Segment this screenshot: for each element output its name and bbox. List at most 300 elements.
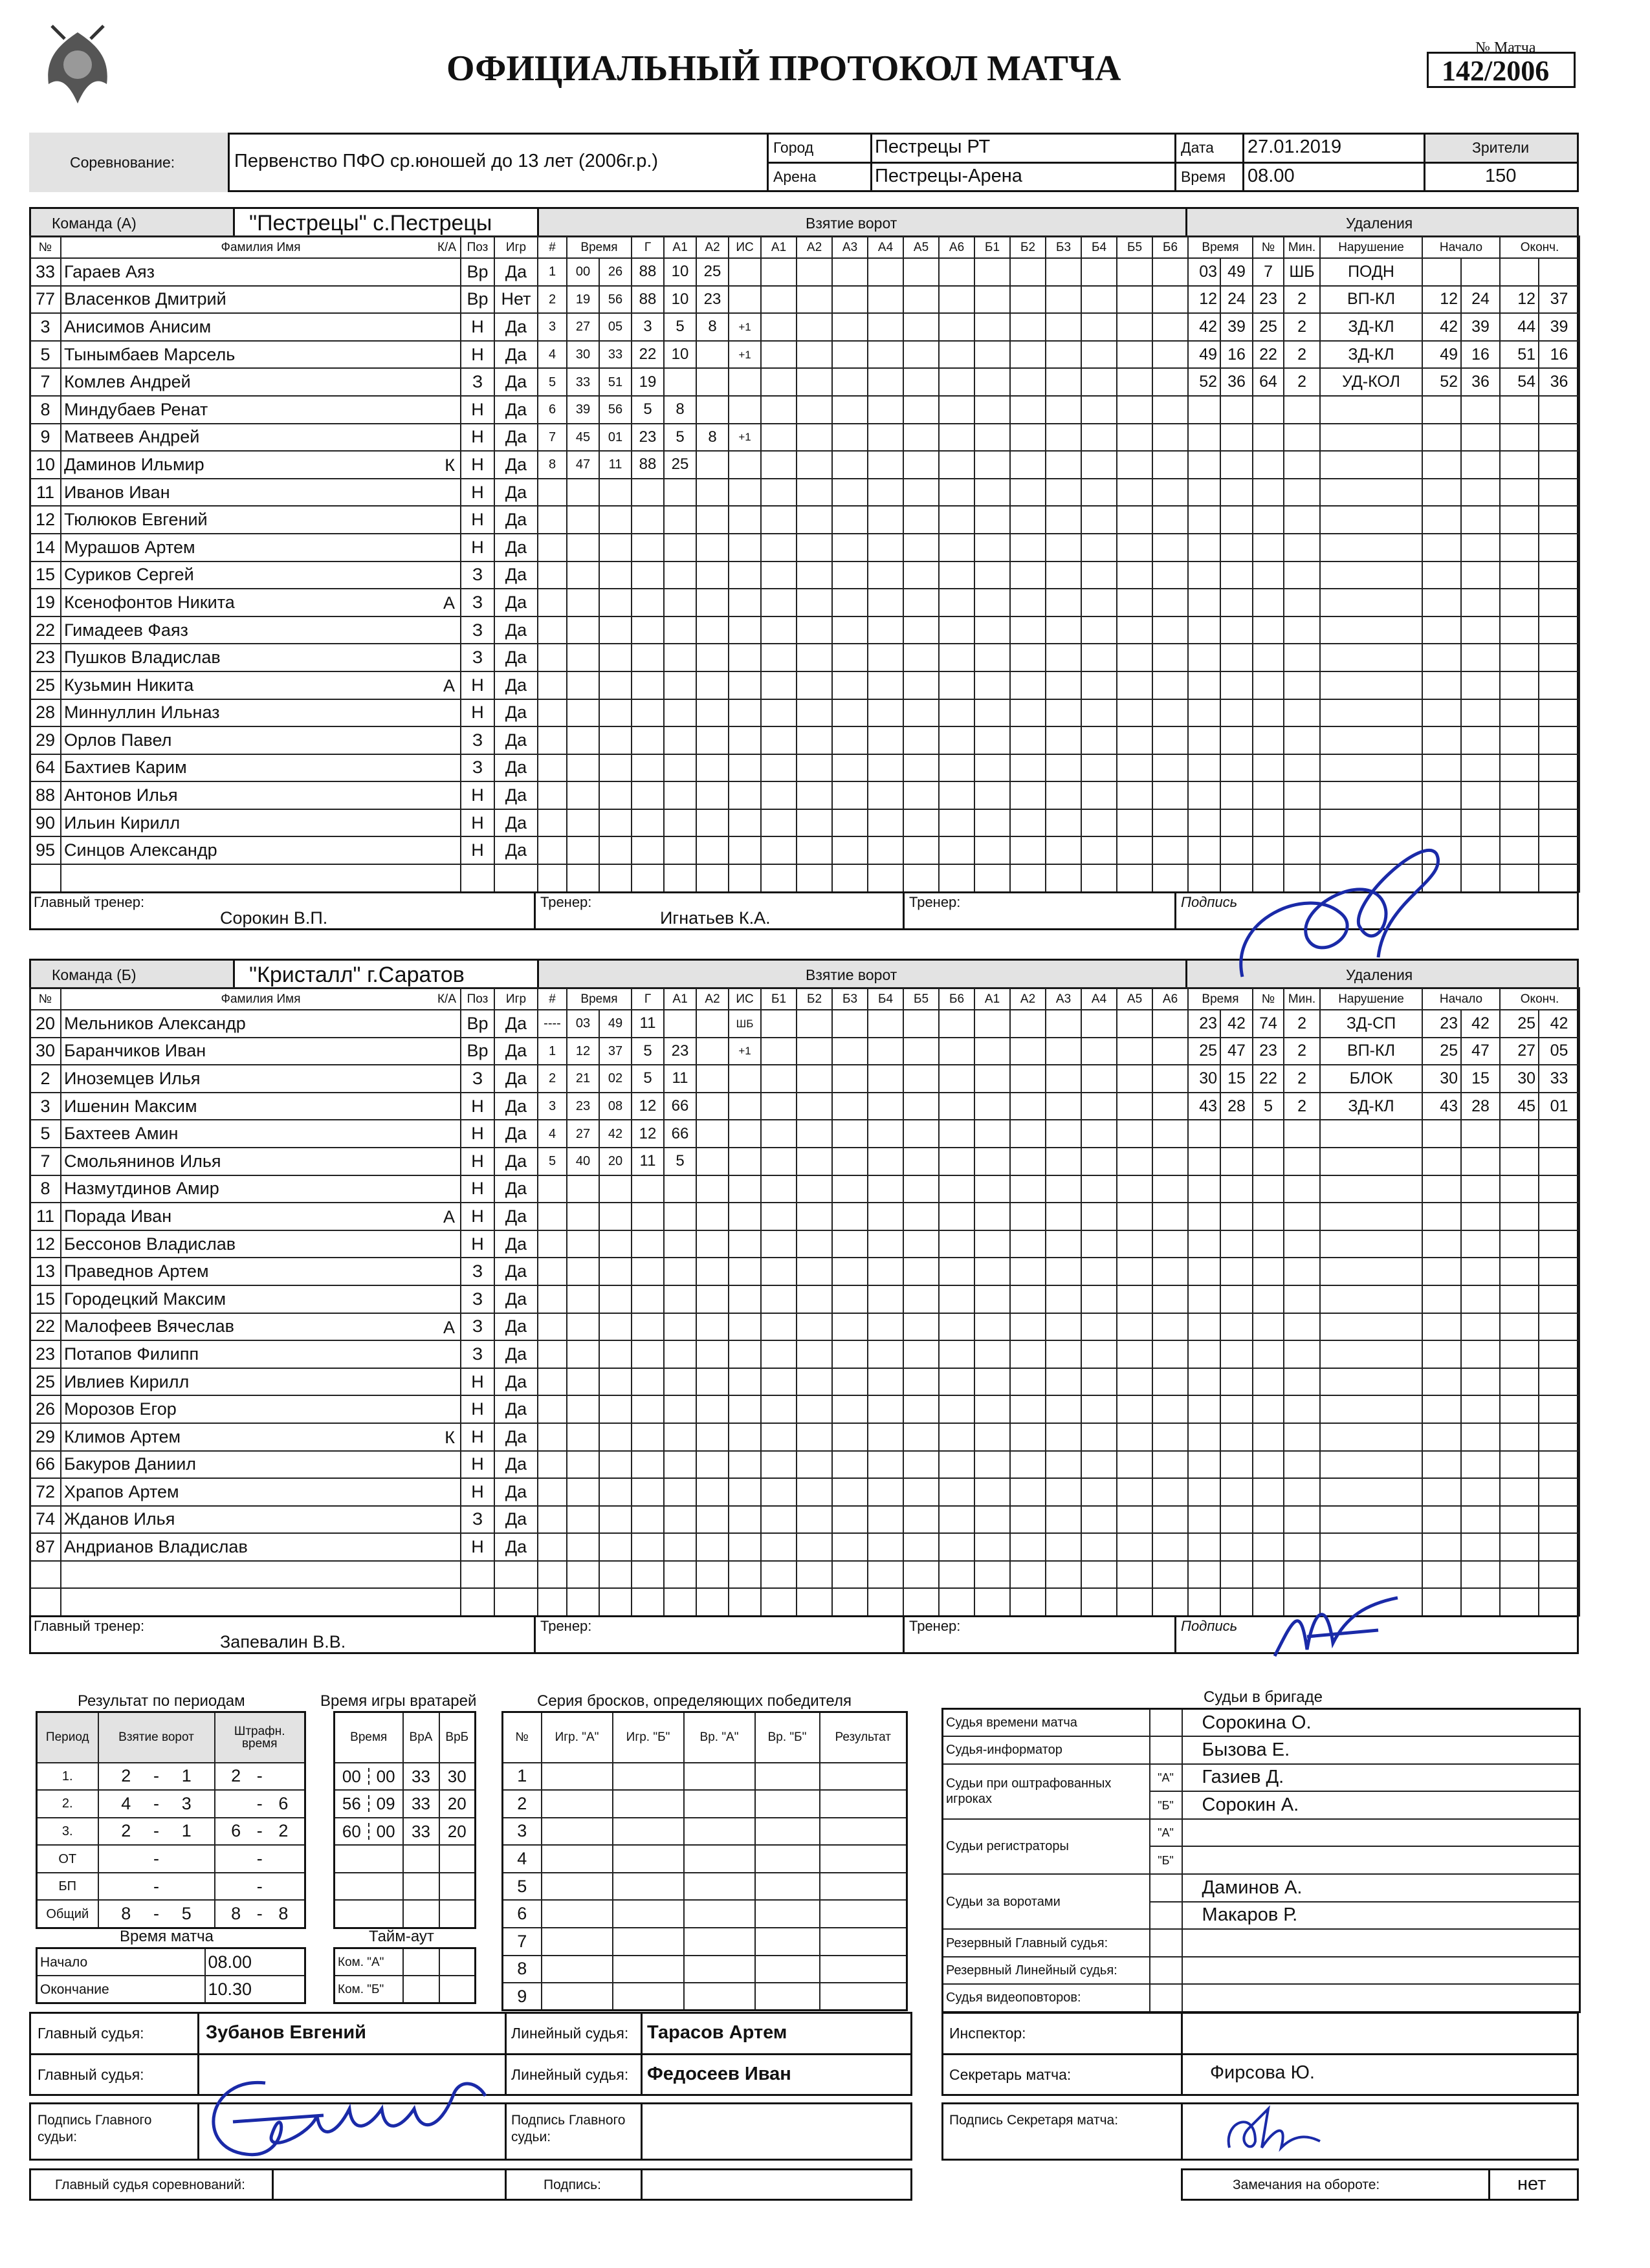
table-row [30, 368, 538, 396]
table-row [30, 506, 538, 534]
player-name: Порада Иван [64, 1206, 172, 1226]
goal-mm: 21 [567, 1065, 599, 1093]
table-row [30, 341, 538, 369]
h-is: ИС [729, 236, 761, 258]
h-line-col: А1 [761, 236, 797, 258]
gk-b: 30 [439, 1763, 476, 1791]
player-pos: З [461, 616, 494, 644]
player-played: Да [494, 644, 538, 671]
h-line-col: А3 [832, 236, 868, 258]
player-no: 72 [30, 1478, 61, 1506]
player-name: Кузьмин Никита [64, 675, 194, 695]
player-played: Да [494, 754, 538, 782]
team-a-roster [29, 235, 538, 893]
pen-em: 54 [1500, 368, 1539, 396]
official-row [943, 1736, 1580, 1764]
h-pviol: Нарушение [1320, 988, 1422, 1010]
pen-tm: 03 [1188, 258, 1220, 286]
h-line-col: А4 [868, 236, 903, 258]
gk-b: 20 [439, 1818, 476, 1846]
player-no: 33 [30, 258, 61, 286]
so-h-no: № [503, 1712, 542, 1763]
sig-main2-label: Подпись Главного судьи: [511, 2113, 626, 2145]
penalty-row [1188, 368, 1579, 396]
gk-row [335, 1900, 476, 1928]
official-row [943, 1929, 1580, 1957]
h-pno: № [1253, 236, 1284, 258]
official-value [1182, 1957, 1580, 1985]
player-no: 8 [30, 396, 61, 424]
goal-a2 [696, 368, 729, 396]
match-number: 142/2006 [1442, 55, 1550, 87]
player-pos: З [461, 1313, 494, 1341]
goal-ss: 11 [599, 451, 632, 479]
player-no: 87 [30, 1533, 61, 1561]
goal-row [538, 1533, 1188, 1561]
goal-row [538, 396, 1188, 424]
player-name: Иноземцев Илья [64, 1068, 201, 1088]
gk-mm: 56 [342, 1794, 361, 1814]
goal-scorer: 22 [632, 341, 664, 369]
player-name: Андрианов Владислав [64, 1537, 248, 1557]
table-row [30, 1258, 538, 1285]
gk-h-b: ВрБ [439, 1712, 476, 1763]
player-name: Потапов Филипп [64, 1344, 199, 1364]
goal-n: 5 [538, 368, 567, 396]
goal-a2 [696, 451, 729, 479]
spectators-label: Зрители [1472, 139, 1530, 156]
goal-n: 3 [538, 313, 567, 341]
player-pos [461, 864, 494, 892]
player-played: Да [494, 1423, 538, 1451]
team-a-coach-label: Тренер: [540, 893, 592, 910]
player-no: 77 [30, 286, 61, 314]
player-name: Миннуллин Ильназ [64, 703, 220, 723]
period-name: БП [37, 1873, 98, 1901]
goal-is [729, 258, 761, 286]
pen-ss: 15 [1461, 1065, 1500, 1093]
shootout-no: 3 [503, 1818, 542, 1846]
pen-no: 74 [1253, 1010, 1284, 1038]
period-pen-b [263, 1767, 304, 1785]
goal-mm: 00 [567, 258, 599, 286]
goal-a2 [696, 1120, 729, 1148]
official-label: Судьи при оштрафованных игроках [943, 1764, 1150, 1819]
penalty-row [1188, 1258, 1579, 1285]
pen-viol: БЛОК [1320, 1065, 1422, 1093]
penalty-row [1188, 258, 1579, 286]
table-row [30, 562, 538, 589]
official-side [1150, 1957, 1182, 1985]
player-no: 66 [30, 1451, 61, 1479]
goal-row [538, 1423, 1188, 1451]
shootout-no: 7 [503, 1928, 542, 1956]
penalty-row [1188, 562, 1579, 589]
h-line-col: А5 [903, 236, 939, 258]
goal-row [538, 836, 1188, 864]
pen-min: 2 [1284, 1065, 1320, 1093]
so-h-ga: Вр. "А" [684, 1712, 755, 1763]
penalty-row [1188, 1368, 1579, 1396]
h-line-col: А6 [1152, 988, 1188, 1010]
goal-is [729, 1093, 761, 1120]
team-b-pen-label: Удаления [1346, 966, 1413, 983]
period-name: 3. [37, 1818, 98, 1846]
gk-h-time: Время [335, 1712, 403, 1763]
official-value: Сорокина О. [1182, 1709, 1580, 1737]
pen-es: 39 [1539, 313, 1579, 341]
pen-min: 2 [1284, 313, 1320, 341]
pen-viol: ЗД-КЛ [1320, 341, 1422, 369]
gk-mm: 00 [342, 1766, 361, 1786]
pen-no: 25 [1253, 313, 1284, 341]
shootout-no: 8 [503, 1956, 542, 1983]
h-played: Игр [494, 236, 538, 258]
period-goals-a [99, 1878, 154, 1895]
penalty-row [1188, 699, 1579, 727]
shootout-row [503, 1873, 907, 1901]
period-name: 2. [37, 1790, 98, 1818]
periods-h-pen: Штрафн. время [215, 1712, 305, 1763]
pen-min: 2 [1284, 286, 1320, 314]
h-pmin: Мин. [1284, 988, 1320, 1010]
player-pos: Н [461, 1230, 494, 1258]
h-g: Г [632, 236, 664, 258]
pen-tm: 30 [1188, 1065, 1220, 1093]
h-gno: # [538, 236, 567, 258]
official-row [943, 1764, 1580, 1792]
goal-mm: 27 [567, 313, 599, 341]
goal-row [538, 313, 1188, 341]
official-row [943, 1874, 1580, 1902]
player-no: 25 [30, 671, 61, 699]
h-pos: Поз [461, 988, 494, 1010]
goal-a1: 5 [664, 424, 696, 452]
shootout-no: 6 [503, 1900, 542, 1928]
shootout-row [503, 1983, 907, 2011]
table-row [30, 1065, 538, 1093]
goal-ss: 56 [599, 396, 632, 424]
goal-mm: 12 [567, 1038, 599, 1065]
player-no: 5 [30, 341, 61, 369]
period-pen-a: 6 [231, 1821, 241, 1841]
timeout-a-label: Ком. "А" [335, 1948, 403, 1976]
goal-is [729, 368, 761, 396]
goal-n: 3 [538, 1093, 567, 1120]
penalty-row [1188, 1285, 1579, 1313]
goal-a2: 25 [696, 258, 729, 286]
goal-row [538, 864, 1188, 892]
pen-viol: ПОДН [1320, 258, 1422, 286]
player-played: Да [494, 368, 538, 396]
goal-ss: 56 [599, 286, 632, 314]
player-no: 8 [30, 1175, 61, 1203]
table-row [30, 754, 538, 782]
player-played: Да [494, 671, 538, 699]
period-row: 1. 2 - 1 2 - [37, 1763, 305, 1791]
pen-ts: 28 [1220, 1093, 1253, 1120]
period-name: Общий [37, 1900, 98, 1928]
line-ref-label-1: Линейный судья: [511, 2025, 629, 2042]
official-side [1150, 1984, 1182, 2012]
team-a-goals-label: Взятие ворот [806, 215, 897, 232]
pen-em: 51 [1500, 341, 1539, 369]
pen-tm: 12 [1188, 286, 1220, 314]
table-row [30, 1230, 538, 1258]
table-row [30, 616, 538, 644]
player-name: Власенков Дмитрий [64, 289, 226, 309]
goal-row [538, 754, 1188, 782]
pen-viol: УД-КОЛ [1320, 368, 1422, 396]
pen-em: 27 [1500, 1038, 1539, 1065]
player-pos: Н [461, 671, 494, 699]
timeout-title: Тайм-аут [369, 1928, 434, 1945]
pen-sm: 25 [1422, 1038, 1461, 1065]
goal-scorer: 19 [632, 368, 664, 396]
periods-h-period: Период [37, 1712, 98, 1763]
player-no: 10 [30, 451, 61, 479]
player-no: 14 [30, 534, 61, 562]
table-row [30, 534, 538, 562]
goal-mm: 19 [567, 286, 599, 314]
goal-row [538, 781, 1188, 809]
goal-row [538, 589, 1188, 616]
player-name: Тынымбаев Марсель [64, 344, 236, 364]
player-ka: К [445, 455, 455, 475]
period-goals-b [159, 1878, 214, 1895]
table-row [30, 313, 538, 341]
goal-scorer: 5 [632, 396, 664, 424]
player-pos: Вр [461, 286, 494, 314]
player-played: Да [494, 616, 538, 644]
match-end-label: Окончание [37, 1976, 205, 2003]
h-line-col: Б6 [1152, 236, 1188, 258]
player-played: Да [494, 451, 538, 479]
goal-mm: 33 [567, 368, 599, 396]
player-played: Да [494, 313, 538, 341]
period-goals-a: 2 [121, 1821, 131, 1841]
h-line-col: Б3 [1046, 236, 1081, 258]
pen-ts: 47 [1220, 1038, 1253, 1065]
h-pend: Оконч. [1500, 236, 1579, 258]
h-line-col: Б3 [832, 988, 868, 1010]
goal-row [538, 1478, 1188, 1506]
player-pos: Н [461, 534, 494, 562]
gk-a: 33 [403, 1790, 439, 1818]
goal-row [538, 368, 1188, 396]
period-pen-a: 8 [231, 1904, 241, 1924]
goal-n: ---- [538, 1010, 567, 1038]
goal-scorer: 11 [632, 1148, 664, 1175]
period-name: ОТ [37, 1845, 98, 1873]
player-played: Да [494, 1038, 538, 1065]
team-b-goals-label: Взятие ворот [806, 966, 897, 983]
player-name: Орлов Павел [64, 730, 172, 750]
goal-row [538, 1010, 1188, 1038]
pen-ts: 15 [1220, 1065, 1253, 1093]
pen-no: 23 [1253, 1038, 1284, 1065]
penalty-row [1188, 1010, 1579, 1038]
pen-no: 22 [1253, 341, 1284, 369]
official-side: "Б" [1150, 1791, 1182, 1819]
player-no: 7 [30, 1148, 61, 1175]
goal-scorer: 23 [632, 424, 664, 452]
goal-a1 [664, 368, 696, 396]
pen-es: 42 [1539, 1010, 1579, 1038]
table-row [30, 451, 538, 479]
official-value: Сорокин А. [1182, 1791, 1580, 1819]
team-b-head-coach-label: Главный тренер: [34, 1618, 145, 1635]
table-row [30, 286, 538, 314]
period-goals-b [159, 1850, 214, 1868]
goal-ss: 49 [599, 1010, 632, 1038]
pen-ts: 24 [1220, 286, 1253, 314]
team-b-roster [29, 987, 538, 1617]
table-row [30, 1093, 538, 1120]
h-line-col: Б1 [974, 236, 1010, 258]
player-name: Праведнов Артем [64, 1261, 209, 1281]
h-line-col: А2 [1010, 988, 1046, 1010]
gk-b: 20 [439, 1790, 476, 1818]
pen-no: 23 [1253, 286, 1284, 314]
pen-sm: 23 [1422, 1010, 1461, 1038]
shootout-row [503, 1790, 907, 1818]
pen-ts: 49 [1220, 258, 1253, 286]
h-g: Г [632, 988, 664, 1010]
player-name: Синцов Александр [64, 840, 217, 860]
pen-no: 5 [1253, 1093, 1284, 1120]
pen-viol: ЗД-СП [1320, 1010, 1422, 1038]
goal-row [538, 1561, 1188, 1589]
gk-row [335, 1873, 476, 1901]
player-pos: З [461, 726, 494, 754]
player-no: 2 [30, 1065, 61, 1093]
goal-row [538, 286, 1188, 314]
player-played: Да [494, 1203, 538, 1230]
h-pno: № [1253, 988, 1284, 1010]
pen-es: 01 [1539, 1093, 1579, 1120]
period-pen-a [215, 1795, 257, 1813]
penalty-row [1188, 341, 1579, 369]
player-pos: Н [461, 809, 494, 837]
h-no: № [30, 988, 61, 1010]
h-line-col: Б2 [797, 988, 832, 1010]
h-pmin: Мин. [1284, 236, 1320, 258]
pen-es: 05 [1539, 1038, 1579, 1065]
h-pstart: Начало [1422, 236, 1500, 258]
player-name: Климов Артем [64, 1426, 181, 1446]
pen-ss: 24 [1461, 286, 1500, 314]
goal-is [729, 1120, 761, 1148]
player-pos: Н [461, 451, 494, 479]
official-side [1150, 1709, 1182, 1737]
table-row [30, 726, 538, 754]
gk-table [333, 1711, 476, 1929]
coach-a-signature [1229, 828, 1462, 1003]
table-row [30, 809, 538, 837]
pen-ss: 47 [1461, 1038, 1500, 1065]
player-ka: А [443, 593, 455, 613]
player-played [494, 1561, 538, 1589]
main-ref-signature [194, 2057, 498, 2174]
shootout-no: 2 [503, 1790, 542, 1818]
player-played: Да [494, 1010, 538, 1038]
official-row [943, 1957, 1580, 1985]
player-played: Да [494, 1120, 538, 1148]
period-goals-b: 1 [181, 1821, 192, 1841]
official-row [943, 1819, 1580, 1847]
goal-mm: 39 [567, 396, 599, 424]
player-no: 20 [30, 1010, 61, 1038]
h-line-col: Б6 [939, 988, 974, 1010]
pen-no: 22 [1253, 1065, 1284, 1093]
period-row: 2. 4 - 3 - 6 [37, 1790, 305, 1818]
goal-is [729, 1148, 761, 1175]
table-row [30, 258, 538, 286]
player-name: Суриков Сергей [64, 565, 194, 585]
table-row [30, 644, 538, 671]
pen-ss: 16 [1461, 341, 1500, 369]
goal-mm: 03 [567, 1010, 599, 1038]
shootout-row [503, 1900, 907, 1928]
player-no [30, 1588, 61, 1616]
period-goals-b: 5 [181, 1904, 192, 1924]
penalty-row [1188, 781, 1579, 809]
penalty-row [1188, 1451, 1579, 1479]
player-no: 13 [30, 1258, 61, 1285]
goal-scorer: 5 [632, 1038, 664, 1065]
h-line-col: Б5 [903, 988, 939, 1010]
player-name: Назмутдинов Амир [64, 1179, 219, 1199]
goal-is: ШБ [729, 1010, 761, 1038]
so-h-a: Игр. "А" [542, 1712, 613, 1763]
goal-a1: 5 [664, 1148, 696, 1175]
goal-row [538, 644, 1188, 671]
player-no: 90 [30, 809, 61, 837]
player-name: Ивлиев Кирилл [64, 1371, 190, 1391]
gk-row [335, 1763, 476, 1791]
goal-is [729, 1065, 761, 1093]
h-line-col: Б5 [1117, 236, 1152, 258]
period-goals-a: 8 [121, 1904, 131, 1924]
penalty-row [1188, 1533, 1579, 1561]
h-ka: К/А [437, 992, 456, 1006]
player-no: 7 [30, 368, 61, 396]
player-played: Да [494, 589, 538, 616]
period-pen-a [215, 1878, 257, 1895]
sig-main-label: Подпись Главного судьи: [38, 2113, 152, 2145]
goal-mm: 27 [567, 1120, 599, 1148]
player-name: Миндубаев Ренат [64, 399, 208, 419]
penalty-row [1188, 1065, 1579, 1093]
goal-ss: 42 [599, 1120, 632, 1148]
player-no [30, 1561, 61, 1589]
player-pos: З [461, 562, 494, 589]
team-a-goals [537, 235, 1189, 893]
player-pos: Н [461, 341, 494, 369]
h-line-col: А4 [1081, 988, 1117, 1010]
period-pen-b [263, 1850, 304, 1868]
player-name: Даминов Ильмир [64, 454, 204, 474]
officials-table [941, 1708, 1581, 2013]
goal-a1: 11 [664, 1065, 696, 1093]
penalty-row [1188, 754, 1579, 782]
pen-em: 45 [1500, 1093, 1539, 1120]
player-ka: К [445, 1427, 455, 1447]
pen-min: 2 [1284, 368, 1320, 396]
h-name: Фамилия Имя [221, 240, 301, 254]
official-value: Макаров Р. [1182, 1902, 1580, 1930]
